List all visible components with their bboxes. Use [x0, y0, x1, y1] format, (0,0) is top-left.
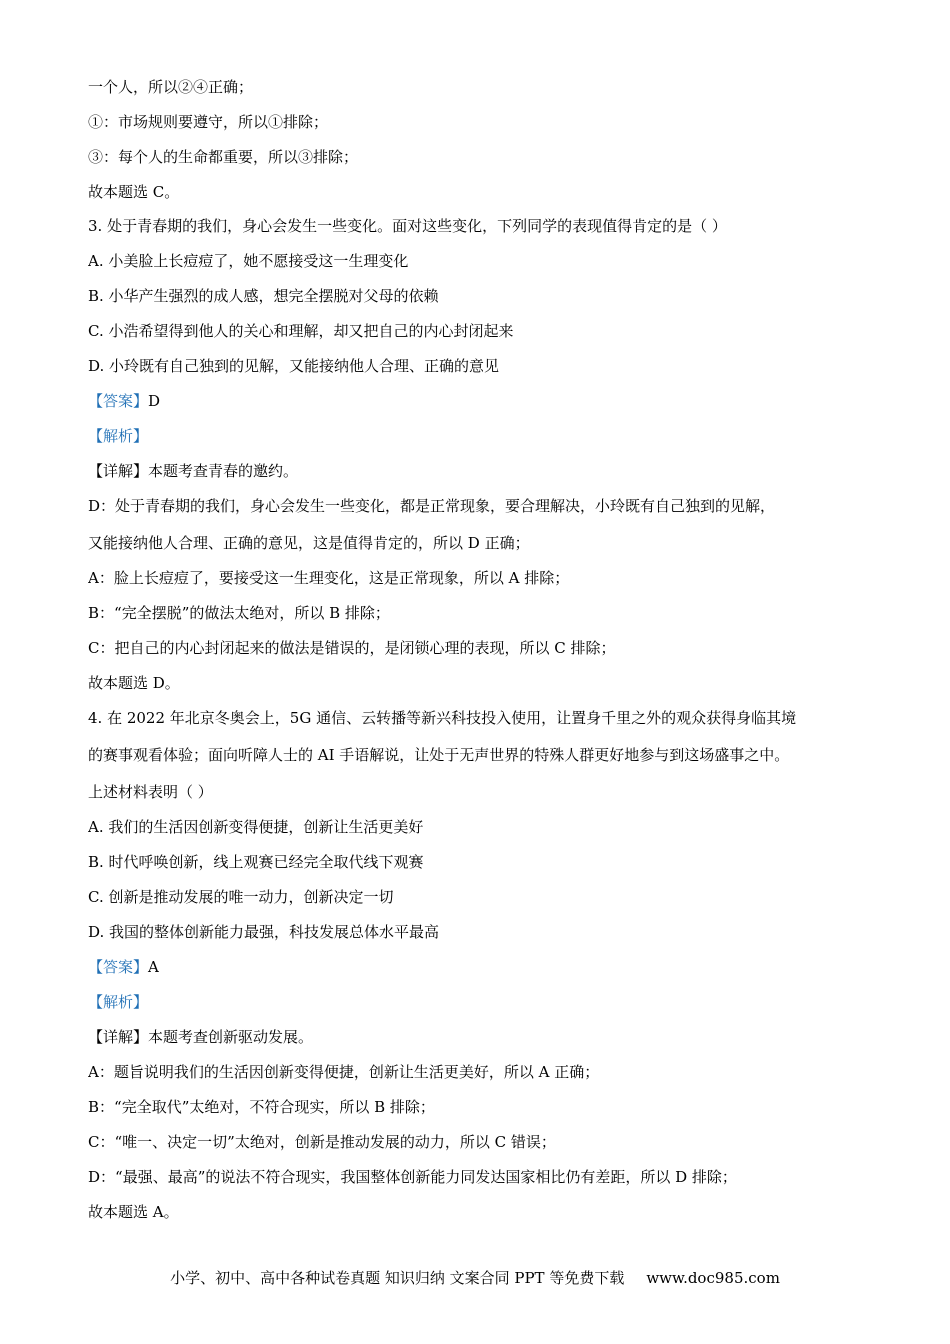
answer-line — [88, 957, 878, 977]
option-c: C. 创新是推动发展的唯一动力，创新决定一切 — [88, 888, 394, 906]
text-line: C：“唯一、决定一切”太绝对，创新是推动发展的动力，所以 C 错误； — [88, 1133, 556, 1151]
footer-url[interactable]: www.doc985.com — [646, 1269, 780, 1287]
detail-line: 【详解】本题考查创新驱动发展。 — [88, 1028, 314, 1046]
answer-line — [88, 391, 878, 411]
question-3-stem: 3. 处于青春期的我们，身心会发生一些变化。面对这些变化，下列同学的表现值得肯定的是（ ） — [88, 217, 727, 235]
text-line: B：“完全取代”太绝对，不符合现实，所以 B 排除； — [88, 1098, 435, 1116]
analysis-tag: 【解析】 — [88, 427, 149, 445]
text-line: ③：每个人的生命都重要，所以③排除； — [88, 148, 359, 166]
question-4-stem: 4. 在 2022 年北京冬奥会上，5G 通信、云转播等新兴科技投入使用，让置身千里之外的观众获得身临其境 — [88, 709, 797, 727]
option-b: B. 时代呼唤创新，线上观赛已经完全取代线下观赛 — [88, 853, 424, 871]
text-line: A：脸上长痘痘了，要接受这一生理变化，这是正常现象，所以 A 排除； — [88, 569, 570, 587]
text-line: 故本题选 A。 — [88, 1203, 179, 1221]
answer-tag: 【答案】 — [88, 958, 149, 976]
text-line: 故本题选 D。 — [88, 674, 180, 692]
question-4-stem: 的赛事观看体验；面向听障人士的 AI 手语解说，让处于无声世界的特殊人群更好地参与到这场盛事之中。 — [88, 746, 790, 764]
text-line: ①：市场规则要遵守，所以①排除； — [88, 113, 329, 131]
answer-value: D — [148, 392, 161, 410]
option-a: A. 我们的生活因创新变得便捷，创新让生活更美好 — [88, 818, 424, 836]
footer-text: 小学、初中、高中各种试卷真题 知识归纳 文案合同 PPT 等免费下载 — [170, 1269, 625, 1287]
text-line: B：“完全摆脱”的做法太绝对，所以 B 排除； — [88, 604, 390, 622]
analysis-tag: 【解析】 — [88, 993, 149, 1011]
analysis-line — [88, 426, 878, 446]
option-b: B. 小华产生强烈的成人感，想完全摆脱对父母的依赖 — [88, 287, 439, 305]
analysis-line — [88, 992, 878, 1012]
text-line: 又能接纳他人合理、正确的意见，这是值得肯定的，所以 D 正确； — [88, 534, 530, 552]
text-line: D：“最强、最高”的说法不符合现实，我国整体创新能力同发达国家相比仍有差距，所以 D 排除； — [88, 1168, 737, 1186]
option-a: A. 小美脸上长痘痘了，她不愿接受这一生理变化 — [88, 252, 409, 270]
option-c: C. 小浩希望得到他人的关心和理解，却又把自己的内心封闭起来 — [88, 322, 514, 340]
option-d: D. 我国的整体创新能力最强，科技发展总体水平最高 — [88, 923, 440, 941]
detail-line: 【详解】本题考查青春的邀约。 — [88, 462, 299, 480]
question-4-stem: 上述材料表明（ ） — [88, 783, 213, 801]
page-footer — [0, 1268, 950, 1288]
answer-value: A — [148, 958, 159, 976]
option-d: D. 小玲既有自己独到的见解，又能接纳他人合理、正确的意见 — [88, 357, 500, 375]
text-line: A：题旨说明我们的生活因创新变得便捷，创新让生活更美好，所以 A 正确； — [88, 1063, 600, 1081]
text-line: C：把自己的内心封闭起来的做法是错误的，是闭锁心理的表现，所以 C 排除； — [88, 639, 616, 657]
text-line: 故本题选 C。 — [88, 183, 180, 201]
answer-tag: 【答案】 — [88, 392, 149, 410]
text-line: 一个人，所以②④正确； — [88, 78, 254, 96]
text-line: D：处于青春期的我们，身心会发生一些变化，都是正常现象，要合理解决，小玲既有自己独到的见解， — [88, 497, 776, 515]
